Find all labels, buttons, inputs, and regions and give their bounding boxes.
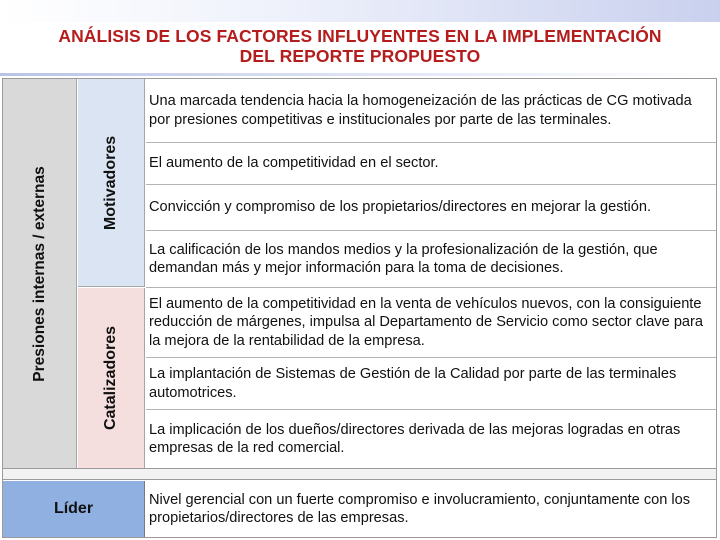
catalizador-row-1: El aumento de la competitividad en la venta de vehículos nuevos, con la consiguiente reducción de márgenes, impulsa al Departamento de Servicio como sector clave para la mejora de la rentabilidad de la empresa. — [146, 288, 716, 358]
motivador-row-4: La calificación de los mandos medios y la profesionalización de la gestión, que demandan más y mejor información para la toma de decisiones. — [146, 231, 716, 288]
title-underline — [0, 73, 720, 76]
catalizadores-column — [78, 288, 145, 468]
catalizador-row-3: La implicación de los dueños/directores derivada de las mejoras logradas en otras empresas de la red comercial. — [149, 421, 681, 456]
catalizador-row-2: La implantación de Sistemas de Gestión de la Calidad por parte de las terminales automotrices. — [146, 358, 716, 410]
title-line-1: ANÁLISIS DE LOS FACTORES INFLUYENTES EN LA IMPLEMENTACIÓN — [58, 26, 662, 46]
motivadores-column — [78, 79, 145, 287]
motivador-row-3: Convicción y compromiso de los propietarios/directores en mejorar la gestión. — [146, 185, 716, 231]
table-separator — [3, 468, 716, 480]
lider-label: Líder — [3, 481, 145, 537]
slide-title — [0, 26, 720, 66]
motivador-row-2: El aumento de la competitividad en el sector. — [146, 143, 716, 185]
top-decorative-band — [0, 0, 720, 22]
motivador-row-1: Una marcada tendencia hacia la homogeneización de las prácticas de CG motivada por presiones competitivas e institucionales por parte de las terminales. — [146, 79, 716, 143]
presiones-column — [3, 79, 77, 468]
lider-row: Nivel gerencial con un fuerte compromiso e involucramiento, conjuntamente con los propietarios/directores de las empresas. — [149, 491, 691, 526]
catalizadores-label: Catalizadores — [102, 325, 119, 431]
motivadores-label: Motivadores — [102, 135, 119, 230]
title-line-2: DEL REPORTE PROPUESTO — [239, 46, 481, 66]
presiones-label: Presiones internas / externas — [30, 165, 48, 382]
